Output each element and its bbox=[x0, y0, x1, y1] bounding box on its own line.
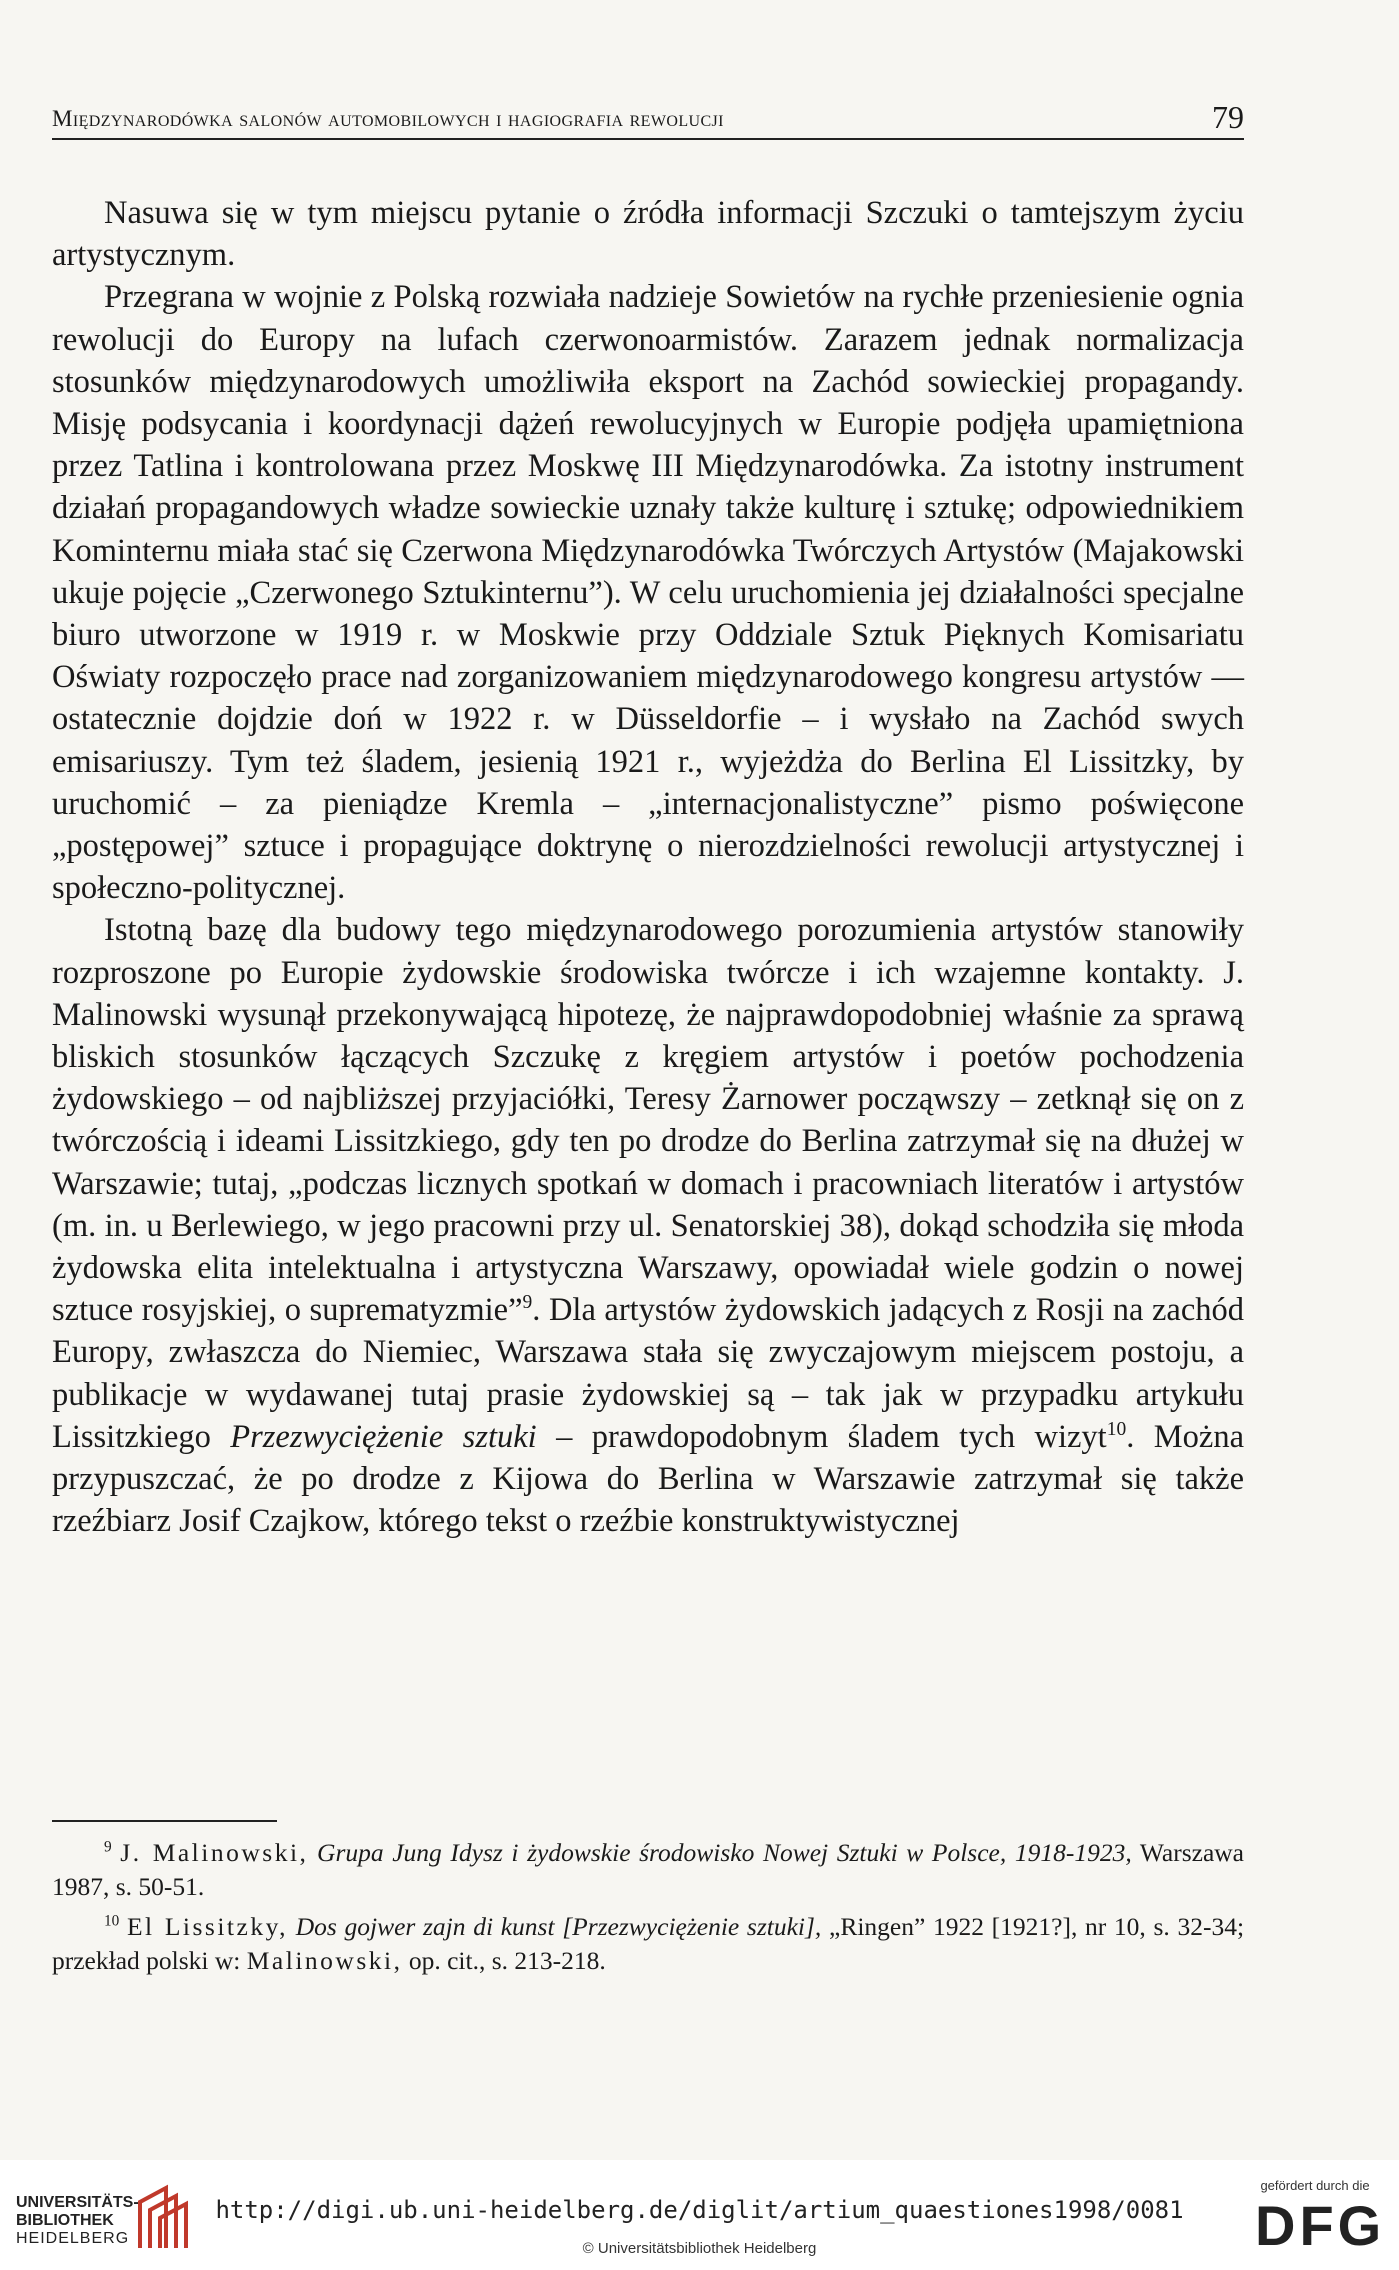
paragraph-2: Przegrana w wojnie z Polską rozwiała nadzieje Sowietów na rychłe przeniesienie ognia rewolucji do Europy na lufach czerwonoarmistów. Zarazem jednak normalizacja stosunków międzynarodowych umożliwiła eksport na Zachód sowieckiej propagandy. Misję podsycania i koordynacji dążeń rewolucyjnych w Europie podjęła upamiętniona przez Tatlina i kontrolowana przez Moskwę III Międzynarodówka. Za istotny instrument działań propagandowych władze sowieckie uznały także kulturę i sztukę; odpowiednikiem Kominternu miała stać się Czerwona Międzynarodówka Twórczych Artystów (Majakowski ukuje pojęcie „Czerwonego Sztukinternu”). W celu uruchomienia jej działalności specjalne biuro utworzone w 1919 r. w Moskwie przy Oddziale Sztuk Pięknych Komisariatu Oświaty rozpoczęło prace nad zorganizowaniem międzynarodowego kongresu artystów — ostatecznie dojdzie doń w 1922 r. w Düsseldorfie – i wysłało na Zachód swych emisariuszy. Tym też śladem, jesienią 1921 r., wyjeżdża do Berlina El Lissitzky, by uruchomić – za pieniądze Kremla – „internacjonalistyczne” pismo poświęcone „postępowej” sztuce i propagujące doktrynę o nierozdzielności rewolucji artystycznej i społeczno-politycznej. bbox=[52, 279, 1244, 907]
paragraph-3-part-d: . Można przypuszczać, że po drodze z Kijowa do Berlina w Warszawie zatrzymał się także rzeźbiarz Josif Czajkow, którego tekst o rzeźbie konstruktywistycznej bbox=[52, 1418, 1244, 1540]
body-text bbox=[52, 192, 1244, 1543]
digitization-footer bbox=[0, 2160, 1399, 2270]
paragraph-3-part-c: – prawdopodobnym śladem tych wizyt bbox=[536, 1418, 1107, 1455]
footnote-10-number: 10 bbox=[104, 1912, 120, 1930]
footnote-9-author: J. Malinowski, bbox=[120, 1838, 309, 1867]
footnote-ref-9: 9 bbox=[522, 1292, 533, 1314]
footnote-10-end: op. cit., s. 213-218. bbox=[408, 1946, 606, 1975]
page-header bbox=[52, 98, 1244, 140]
logo-line-1: UNIVERSITÄTS- bbox=[16, 2194, 139, 2211]
page-number: 79 bbox=[1212, 99, 1244, 135]
logo-line-3: HEIDELBERG bbox=[16, 2230, 130, 2247]
paragraph-1: Nasuwa się w tym miejscu pytanie o źródła informacji Szczuki o tamtejszym życiu artystycznym. bbox=[52, 195, 1244, 274]
dfg-caption: gefördert durch die bbox=[1260, 2178, 1370, 2193]
paragraph-3-part-a: Istotną bazę dla budowy tego międzynarodowego porozumienia artystów stanowiły rozproszone po Europie żydowskie środowiska twórcze i ich wzajemne kontakty. J. Malinowski wysunął przekonywającą hipotezę, że najprawdopodobniej właśnie za sprawą bliskich stosunków łączących Szczukę z kręgiem artystów i poetów pochodzenia żydowskiego – od najbliższej przyjaciółki, Teresy Żarnower począwszy – zetknął się on z twórczością i ideami Lissitzkiego, gdy ten po drodze do Berlina zatrzymał się na dłużej w Warszawie; tutaj, „podczas licznych spotkań w domach i pracowniach literatów i artystów (m. in. u Berlewiego, w jego pracowni przy ul. Senatorskiej 38), dokąd schodziła się młoda żydowska elita intelektualna i artystyczna Warszawy, opowiadał wiele godzin o nowej sztuce rosyjskiej, o suprematyzmie” bbox=[52, 912, 1244, 1329]
logo-line-2: BIBLIOTHEK bbox=[16, 2212, 114, 2229]
paragraph-3 bbox=[52, 909, 1244, 1542]
footnote-9-title: Grupa Jung Idysz i żydowskie środowisko Nowej Sztuki w Polsce, 1918-1923, bbox=[317, 1838, 1132, 1867]
footnote-10-author-2: Malinowski, bbox=[246, 1946, 403, 1975]
footnote-9 bbox=[52, 1836, 1244, 1904]
footnote-10-rest: „Ringen” 1922 [1921?], nr 10, s. 32-34; przekład polski w: bbox=[52, 1912, 1245, 1975]
copyright-notice: © Universitätsbibliothek Heidelberg bbox=[582, 2240, 817, 2257]
footnotes bbox=[52, 1836, 1244, 1984]
running-title: Międzynarodówka salonów automobilowych i hagiografia rewolucji bbox=[52, 106, 724, 131]
footnote-10 bbox=[52, 1910, 1244, 1978]
paragraph-3-part-b: . Dla artystów żydowskich jadących z Rosji na zachód Europy, zwłaszcza do Niemiec, Warszawa stała się zwyczajowym miejscem postoju, a publikacje w wydawanej tutaj prasie żydowskiej są – tak jak w przypadku artykułu Lissitzkiego bbox=[52, 1292, 1244, 1455]
footnote-9-rest: Warszawa 1987, s. 50-51. bbox=[52, 1838, 1245, 1901]
footnote-ref-10: 10 bbox=[1106, 1419, 1127, 1441]
footnote-divider bbox=[52, 1820, 277, 1822]
footnote-10-title: Dos gojwer zajn di kunst [Przezwyciężenie sztuki], bbox=[295, 1912, 822, 1941]
footnote-10-author: El Lissitzky, bbox=[126, 1912, 289, 1941]
footnote-9-number: 9 bbox=[104, 1838, 112, 1856]
work-title: Przezwyciężenie sztuki bbox=[230, 1418, 537, 1455]
dfg-logo: DFG bbox=[1255, 2194, 1386, 2257]
source-url-link[interactable]: http://digi.ub.uni-heidelberg.de/diglit/artium_quaestiones1998/0081 bbox=[215, 2196, 1184, 2224]
